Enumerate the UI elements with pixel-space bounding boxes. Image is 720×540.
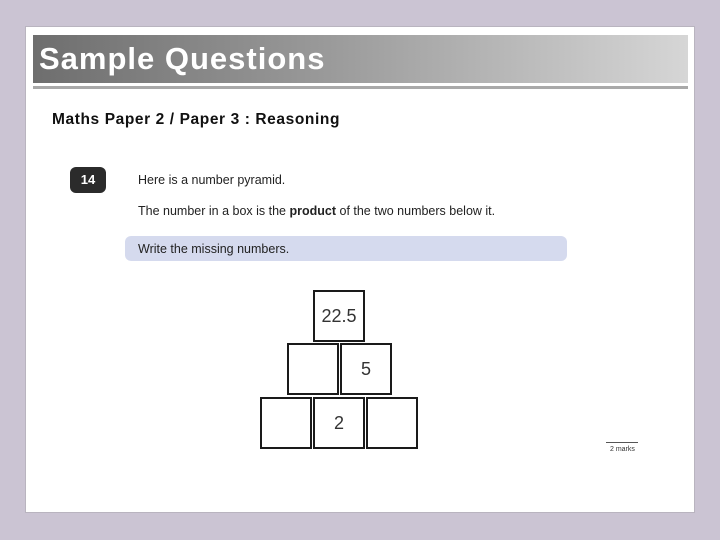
- instruction-bar: [125, 236, 567, 261]
- question-rule-start: The number in a box is the: [138, 204, 290, 218]
- slide: [25, 26, 695, 513]
- pyramid-box-top: 22.5: [313, 290, 365, 342]
- pyramid-box-middle-right: 5: [340, 343, 392, 395]
- question-number-badge: 14: [70, 167, 106, 193]
- pyramid-box-bottom-right[interactable]: [366, 397, 418, 449]
- pyramid-box-bottom-middle: 2: [313, 397, 365, 449]
- slide-title: Sample Questions: [39, 41, 326, 76]
- question-intro: Here is a number pyramid.: [138, 173, 286, 187]
- pyramid-box-bottom-left[interactable]: [260, 397, 312, 449]
- marks-divider: [606, 442, 638, 443]
- pyramid-box-middle-left[interactable]: [287, 343, 339, 395]
- instruction-text: Write the missing numbers.: [138, 242, 290, 256]
- question-rule: [138, 204, 495, 218]
- title-divider: [33, 86, 688, 89]
- slide-subtitle: Maths Paper 2 / Paper 3 : Reasoning: [52, 111, 341, 128]
- question-rule-end: of the two numbers below it.: [336, 204, 496, 218]
- question-rule-keyword: product: [289, 204, 337, 218]
- title-bar: [33, 35, 688, 83]
- marks-label: 2 marks: [610, 446, 635, 453]
